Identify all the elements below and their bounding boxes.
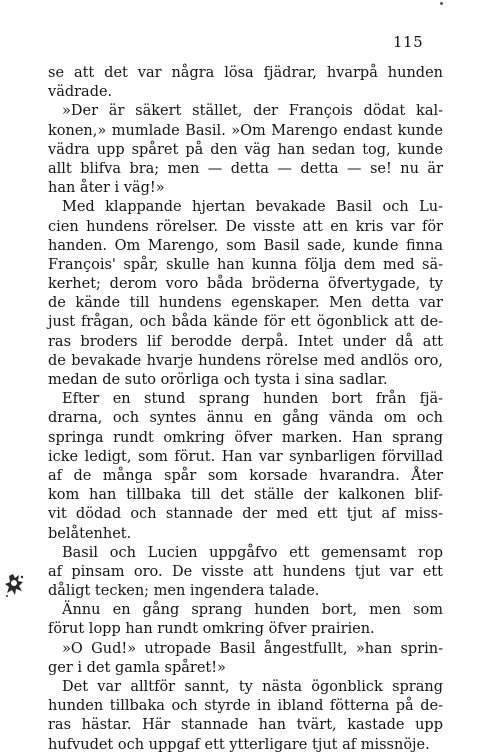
text-line: kerhet; derom voro båda bröderna öfvertygade, ty xyxy=(48,276,443,293)
text-line: just frågan, och båda kände för ett ögonblick att de- xyxy=(48,314,443,331)
text-line: ras hästar. Här stannade han tvärt, kastade upp xyxy=(48,717,443,734)
text-line: dåligt tecken; men ingendera talade. xyxy=(48,583,320,600)
text-line: medan de suto orörliga och tysta i sina sadlar. xyxy=(48,372,388,388)
body-text xyxy=(48,64,443,755)
text-line: allt blifva bra; men — detta — detta — se! nu är xyxy=(48,160,443,177)
text-line: Basil och Lucien uppgåfvo ett gemensamt rop xyxy=(62,544,443,561)
text-line: »Der är säkert stället, der François dödat kal- xyxy=(62,103,443,120)
text-line: Efter en stund sprang hunden bort från fjä- xyxy=(62,391,443,408)
text-line: springa rundt omkring öfver marken. Han sprang xyxy=(48,429,443,446)
text-line: ger i det gamla spåret!» xyxy=(48,659,226,676)
text-line: han åter i väg!» xyxy=(48,180,165,197)
text-line: icke ledigt, som förut. Han var synbarligen förvillad xyxy=(48,448,443,465)
text-line: hufvudet och uppgaf ett ytterligare tjut af missnöje. xyxy=(48,736,430,753)
text-line: belåtenhet. xyxy=(48,525,132,542)
text-line: drarna, och syntes ännu en gång vända om och xyxy=(48,410,443,427)
text-line: se att det var några lösa fjädrar, hvarpå hunden xyxy=(48,65,443,81)
ink-blot-icon xyxy=(4,572,26,598)
text-line: af pinsam oro. De visste att hundens tjut var ett xyxy=(48,563,443,580)
text-line: af de många spår som korsade hvarandra. Åter xyxy=(48,467,443,484)
text-line: Ännu en gång sprang hunden bort, men som xyxy=(62,602,443,619)
page-number: 115 xyxy=(393,33,424,51)
text-line: »O Gud!» utropade Basil ångestfullt, »han sprin- xyxy=(62,640,443,657)
print-speck xyxy=(440,2,443,5)
text-line: Med klappande hjertan bevakade Basil och Lu- xyxy=(62,199,443,216)
text-line: kom han tillbaka till det ställe der kalkonen blif- xyxy=(48,487,443,504)
text-line: Det var alltför sannt, ty nästa ögonblick sprang xyxy=(62,679,443,695)
text-line: handen. Om Marengo, som Basil sade, kunde finna xyxy=(48,237,443,254)
text-line: cien hundens rörelser. De visste att en kris var för xyxy=(48,218,443,235)
text-line: de kände till hundens egenskaper. Men detta var xyxy=(48,295,443,312)
text-line: vädra upp spåret på den väg han sedan tog, kunde xyxy=(48,141,443,158)
text-line: François' spår, skulle han kunna följa dem med sä- xyxy=(48,256,443,273)
text-line: konen,» mumlade Basil. »Om Marengo endast kunde xyxy=(48,122,443,139)
text-line: hunden tillbaka och styrde in ibland fötterna på de- xyxy=(48,698,443,715)
text-line: vädrade. xyxy=(48,84,113,101)
text-line: vit dödad och stannade der med ett tjut af miss- xyxy=(48,506,443,523)
text-line: de bevakade hvarje hundens rörelse med andlös oro, xyxy=(48,352,443,369)
text-line: förut lopp han rundt omkring öfver prairien. xyxy=(48,621,375,638)
text-line: ras broders lif berodde derpå. Intet under då att xyxy=(48,333,443,350)
